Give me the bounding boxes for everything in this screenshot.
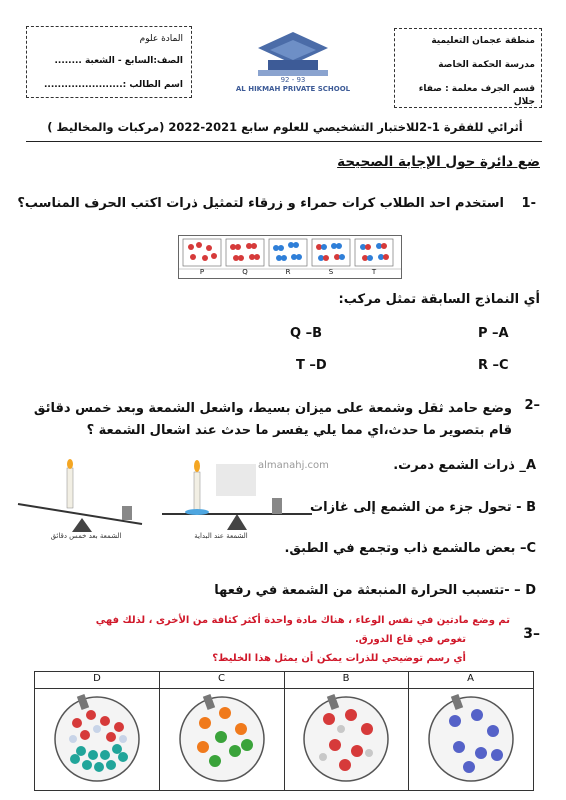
- box-label-q: Q: [242, 268, 248, 276]
- student-name-line: اسم الطالب :.......................: [43, 80, 183, 90]
- q1-option-d[interactable]: T –D: [296, 358, 327, 373]
- q2-image: [12, 452, 342, 552]
- q3-text-line1: تم وضع مادتين في نفس الوعاء ، هناك مادة واحدة أكثر كثافة من الأخرى ، لذلك فهي: [95, 615, 510, 626]
- q1-models: [178, 235, 402, 279]
- q2-option-d[interactable]: D – -تتسبب الحرارة المنبعثة من الشمعة في رفعها: [214, 583, 536, 598]
- q2-option-a[interactable]: A_ ذرات الشمع دمرت.: [393, 458, 536, 473]
- school-logo-icon: [228, 30, 358, 80]
- option-d-particles: [55, 697, 139, 781]
- q2-option-c[interactable]: C– بعض مالشمع ذاب وتجمع في الطبق.: [284, 541, 536, 556]
- option-a-particles: [429, 697, 513, 781]
- q3-particle-diagrams: [35, 689, 533, 789]
- q3-text-line3: أي رسم توضيحي للذرات يمكن أن يمثل هذا الخليط؟: [212, 653, 466, 664]
- option-b-particles: [304, 697, 388, 781]
- q1-option-b[interactable]: Q –B: [290, 326, 322, 341]
- option-c-particles: [180, 697, 264, 781]
- school-logo: [228, 30, 358, 100]
- subject-label: المادة علوم: [139, 34, 183, 44]
- box-label-t: T: [371, 268, 377, 276]
- title-divider: [26, 141, 542, 142]
- q1-text: استخدم احد الطلاب كرات حمراء و زرقاء لتمثيل ذرات اكتب الحرف المناسب؟: [17, 196, 504, 211]
- q1-option-a[interactable]: P –A: [478, 326, 509, 341]
- region-label: منطقة عجمان التعليمية: [431, 36, 535, 46]
- watermark: almanahj.com: [258, 460, 329, 471]
- col-header-b[interactable]: B: [342, 673, 350, 684]
- q2-number: –2: [524, 398, 540, 413]
- q3-options-table: [34, 671, 534, 791]
- q3-text-line2: تغوص في قاع الدورق.: [354, 634, 466, 645]
- logo-name-en: AL HIKMAH PRIVATE SCHOOL: [235, 85, 351, 93]
- q1-option-c[interactable]: R –C: [478, 358, 509, 373]
- caption-after: الشمعة بعد خمس دقائق: [50, 532, 122, 540]
- school-info-box: [394, 28, 542, 108]
- q3-number: –3: [523, 626, 540, 642]
- caption-start: الشمعة عند البداية: [194, 532, 248, 540]
- q1-sub-question: أي النماذج السابقة تمثل مركب:: [338, 292, 540, 307]
- col-header-d[interactable]: D: [93, 673, 101, 684]
- box-label-p: P: [199, 268, 205, 276]
- exam-title: أثرائي للفقرة 1-2للاختبار التشخيصي للعلوم سابع 2021-2022 (مركبات والمخاليط ): [47, 120, 523, 134]
- logo-years: 92 - 93: [280, 76, 306, 84]
- q1-number: -1: [521, 196, 536, 211]
- q2-text: وضع حامد ثقل وشمعة على ميزان بسيط، واشعل الشمعة وبعد خمس دقائق قام بتصوير ما حدث،اي مما يلي يفسر ما حدث عند اشعال الشمعة ؟: [33, 401, 512, 438]
- instruction: ضع دائرة حول الإجابة الصحيحة: [337, 154, 540, 170]
- class-line: الصف:السابع - الشعبة ........: [54, 56, 183, 66]
- col-header-a[interactable]: A: [467, 673, 474, 684]
- box-label-s: S: [328, 268, 334, 276]
- student-info-box: [26, 26, 192, 98]
- q2-option-b[interactable]: B - تحول جزء من الشمع إلى غازات: [310, 500, 536, 515]
- box-label-r: R: [285, 268, 291, 276]
- school-label: مدرسة الحكمة الخاصة: [438, 60, 535, 70]
- col-header-c[interactable]: C: [218, 673, 225, 684]
- department-label: قسم الجرف معلمة : صفاء جلال: [418, 84, 535, 107]
